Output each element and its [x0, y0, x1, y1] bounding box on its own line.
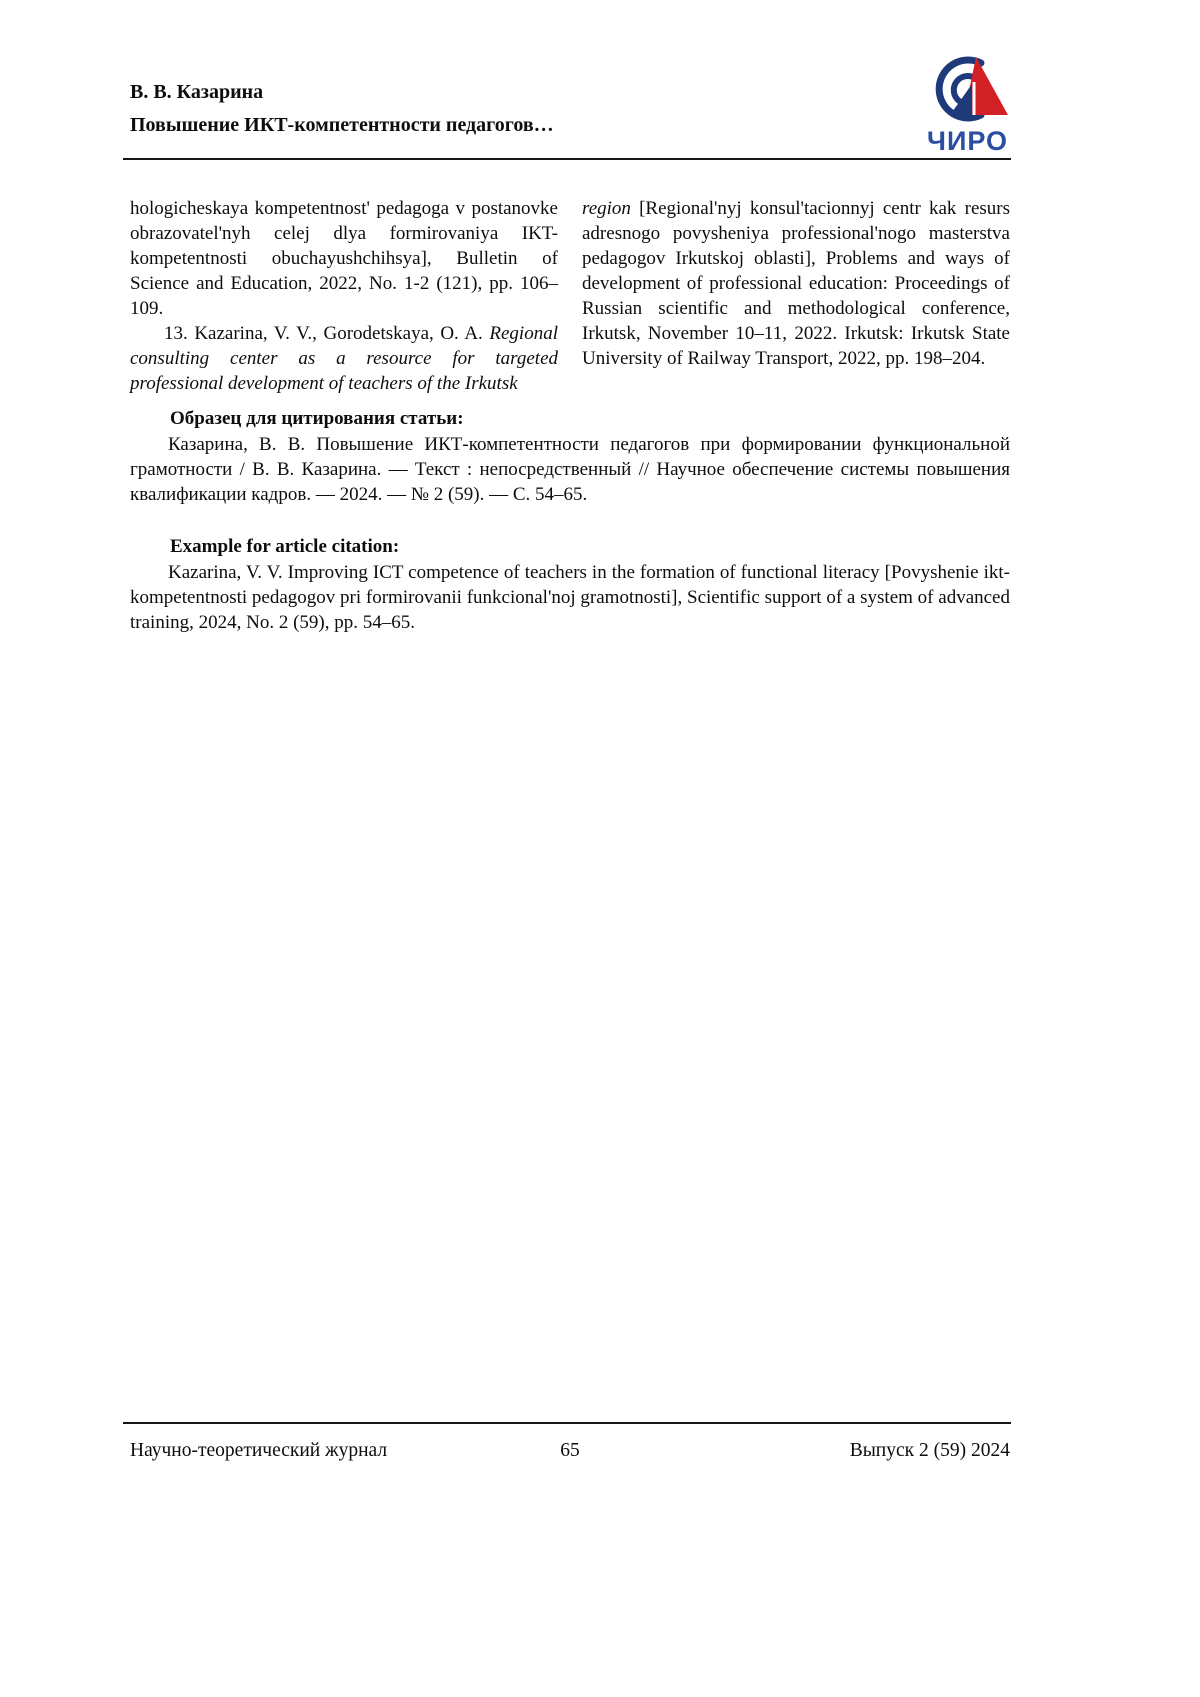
running-author: В. В. Казарина: [130, 81, 264, 103]
reference-continuation: [130, 196, 558, 321]
reference-text: [Regional'nyj konsul'tacionnyj centr kak resurs adresnogo povysheniya professional'nogo masterstva pedagogov Irkutskoj oblasti], Problems and ways of development of professional education: Proceedings of Russian scientific and methodological conference, Irkutsk, November 10–11, 2022. Irkutsk: Irkutsk State University of Railway Transport, 2022, pp. 198–204.: [582, 198, 1010, 369]
running-title: Повышение ИКТ-компетентности педагогов…: [130, 114, 554, 136]
logo-text: ЧИРО: [926, 126, 1009, 156]
reference-text: 13. Kazarina, V. V., Gorodetskaya, O. A.: [164, 323, 490, 344]
citation-ru-block: [130, 406, 1010, 507]
citation-ru-body: Казарина, В. В. Повышение ИКТ-компетентности педагогов при формировании функциональной грамотности / В. В. Казарина. — Текст : непосредственный // Научное обеспечение системы повышения квалификации кадров. — 2024. — № 2 (59). — С. 54–65.: [130, 434, 1010, 505]
references-section: [130, 196, 1010, 396]
footer-issue: Выпуск 2 (59) 2024: [849, 1440, 1010, 1461]
right-column: [582, 196, 1010, 396]
footer-page-number: 65: [560, 1440, 580, 1461]
left-column: [130, 196, 558, 396]
citations-section: [130, 406, 1010, 635]
citation-en-block: [130, 534, 1010, 635]
citation-en-heading: Example for article citation:: [170, 536, 400, 557]
logo-emblem-icon: [918, 52, 1018, 128]
reference-item-13: [130, 321, 558, 396]
reference-title-italic: region: [582, 198, 631, 219]
reference-item-13-continuation: [582, 196, 1010, 371]
header-divider: [123, 158, 1011, 160]
citation-en-body: Kazarina, V. V. Improving ICT competence of teachers in the formation of functional literacy [Povyshenie ikt-kompetentnosti pedagogov pri formirovanii funkcional'noj gramotnosti], Scientific support of a system of advanced training, 2024, No. 2 (59), pp. 54–65.: [130, 562, 1010, 633]
footer-divider: [123, 1422, 1011, 1424]
reference-text: hologicheskaya kompetentnost' pedagoga v postanovke obrazovatel'nyh celej dlya formirovaniya IKT-kompetentnosti obuchayushchihsya], Bulletin of Science and Education, 2022, No. 1-2 (121), pp. 106–109.: [130, 198, 558, 319]
citation-ru-heading: Образец для цитирования статьи:: [170, 408, 464, 429]
journal-logo: [915, 52, 1020, 154]
reference-title-italic: Regional consulting center as a resource for targeted professional development of teachers of the Irkutsk: [130, 323, 558, 394]
page-header: [130, 80, 890, 137]
footer-journal-type: Научно-теоретический журнал: [130, 1440, 388, 1461]
page-footer: [130, 1440, 1010, 1462]
